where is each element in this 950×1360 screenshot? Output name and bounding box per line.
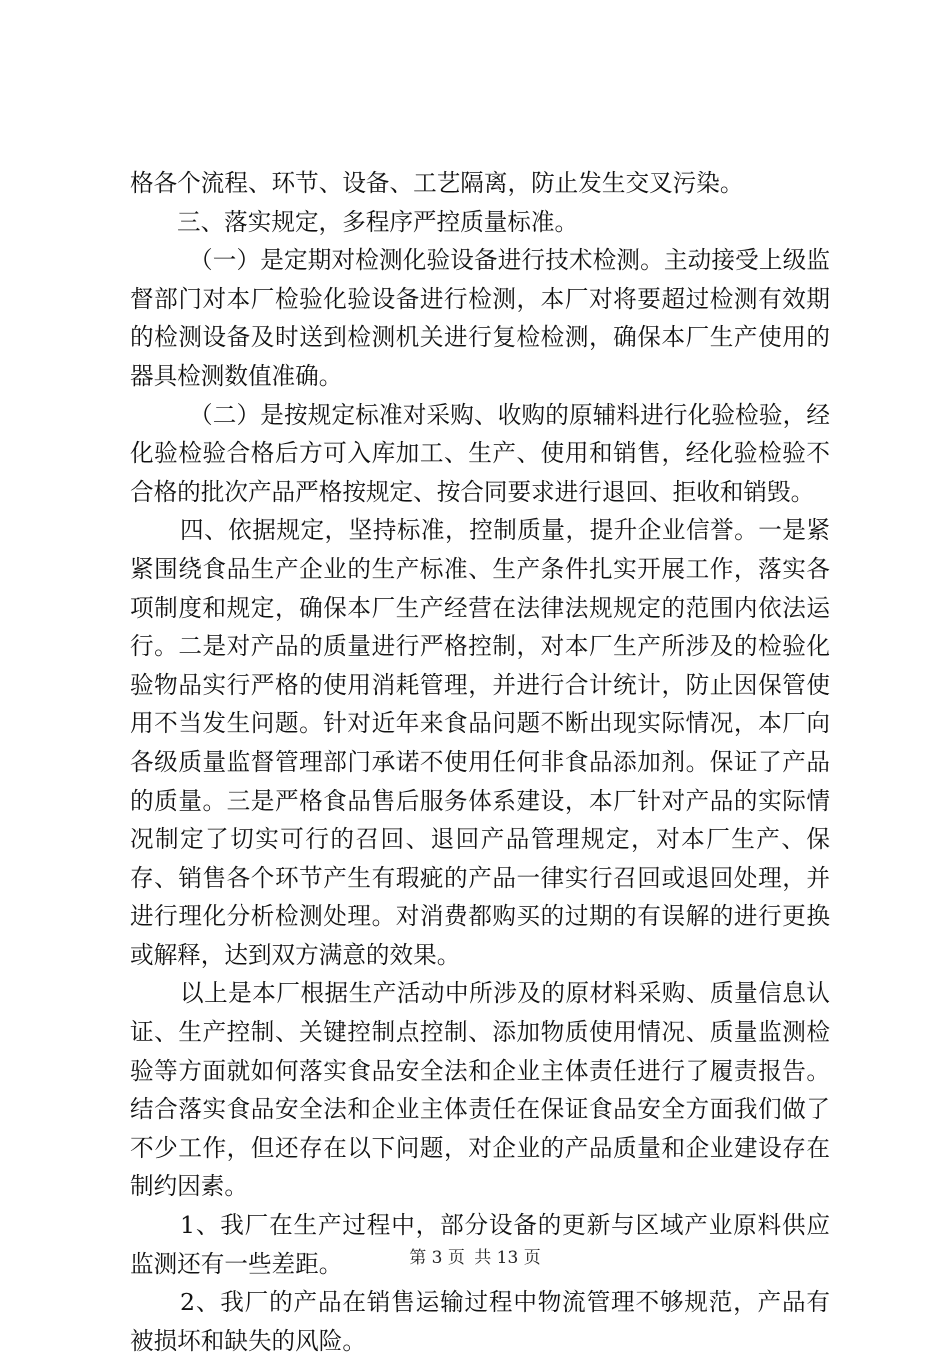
page-footer [0, 1247, 950, 1269]
document-body [130, 164, 830, 1360]
paragraph-item-1: （一）是定期对检测化验设备进行技术检测。主动接受上级监督部门对本厂检验化验设备进行检测，本厂对将要超过检测有效期的检测设备及时送到检测机关进行复检检测，确保本厂生产使用的器具检测数值准确。 [130, 246, 830, 390]
summary-paragraph: 以上是本厂根据生产活动中所涉及的原材料采购、质量信息认证、生产控制、关键控制点控制、添加物质使用情况、质量监测检验等方面就如何落实食品安全法和企业主体责任进行了履责报告。结合落实食品安全法和企业主体责任在保证食品安全方面我们做了不少工作，但还存在以下问题，对企业的产品质量和企业建设存在制约因素。 [130, 979, 830, 1201]
page-total: 共 13 页 [474, 1248, 541, 1268]
issue-item-2: 2、我厂的产品在销售运输过程中物流管理不够规范，产品有被损坏和缺失的风险。 [130, 1288, 830, 1355]
issue-item-1: 1、我厂在生产过程中，部分设备的更新与区域产业原料供应监测还有一些差距。 [130, 1211, 830, 1278]
section-heading-3: 三、落实规定，多程序严控质量标准。 [177, 207, 579, 236]
paragraph-item-2: （二）是按规定标准对采购、收购的原辅料进行化验检验，经化验检验合格后方可入库加工、生产、使用和销售，经化验检验不合格的批次产品严格按规定、按合同要求进行退回、拒收和销毁。 [130, 400, 830, 506]
section-paragraph-4: 四、依据规定，坚持标准，控制质量，提升企业信誉。一是紧紧围绕食品生产企业的生产标准、生产条件扎实开展工作，落实各项制度和规定，确保本厂生产经营在法律法规规定的范围内依法运行。二是对产品的质量进行严格控制，对本厂生产所涉及的检验化验物品实行严格的使用消耗管理，并进行合计统计，防止因保管使用不当发生问题。针对近年来食品问题不断出现实际情况，本厂向各级质量监督管理部门承诺不使用任何非食品添加剂。保证了产品的质量。三是严格食品售后服务体系建设，本厂针对产品的实际情况制定了切实可行的召回、退回产品管理规定，对本厂生产、保存、销售各个环节产生有瑕疵的产品一律实行召回或退回处理，并进行理化分析检测处理。对消费都购买的过期的有误解的进行更换或解释，达到双方满意的效果。 [130, 516, 830, 969]
paragraph-continuation: 格各个流程、环节、设备、工艺隔离，防止发生交叉污染。 [130, 169, 744, 197]
page-number: 第 3 页 [409, 1248, 465, 1268]
